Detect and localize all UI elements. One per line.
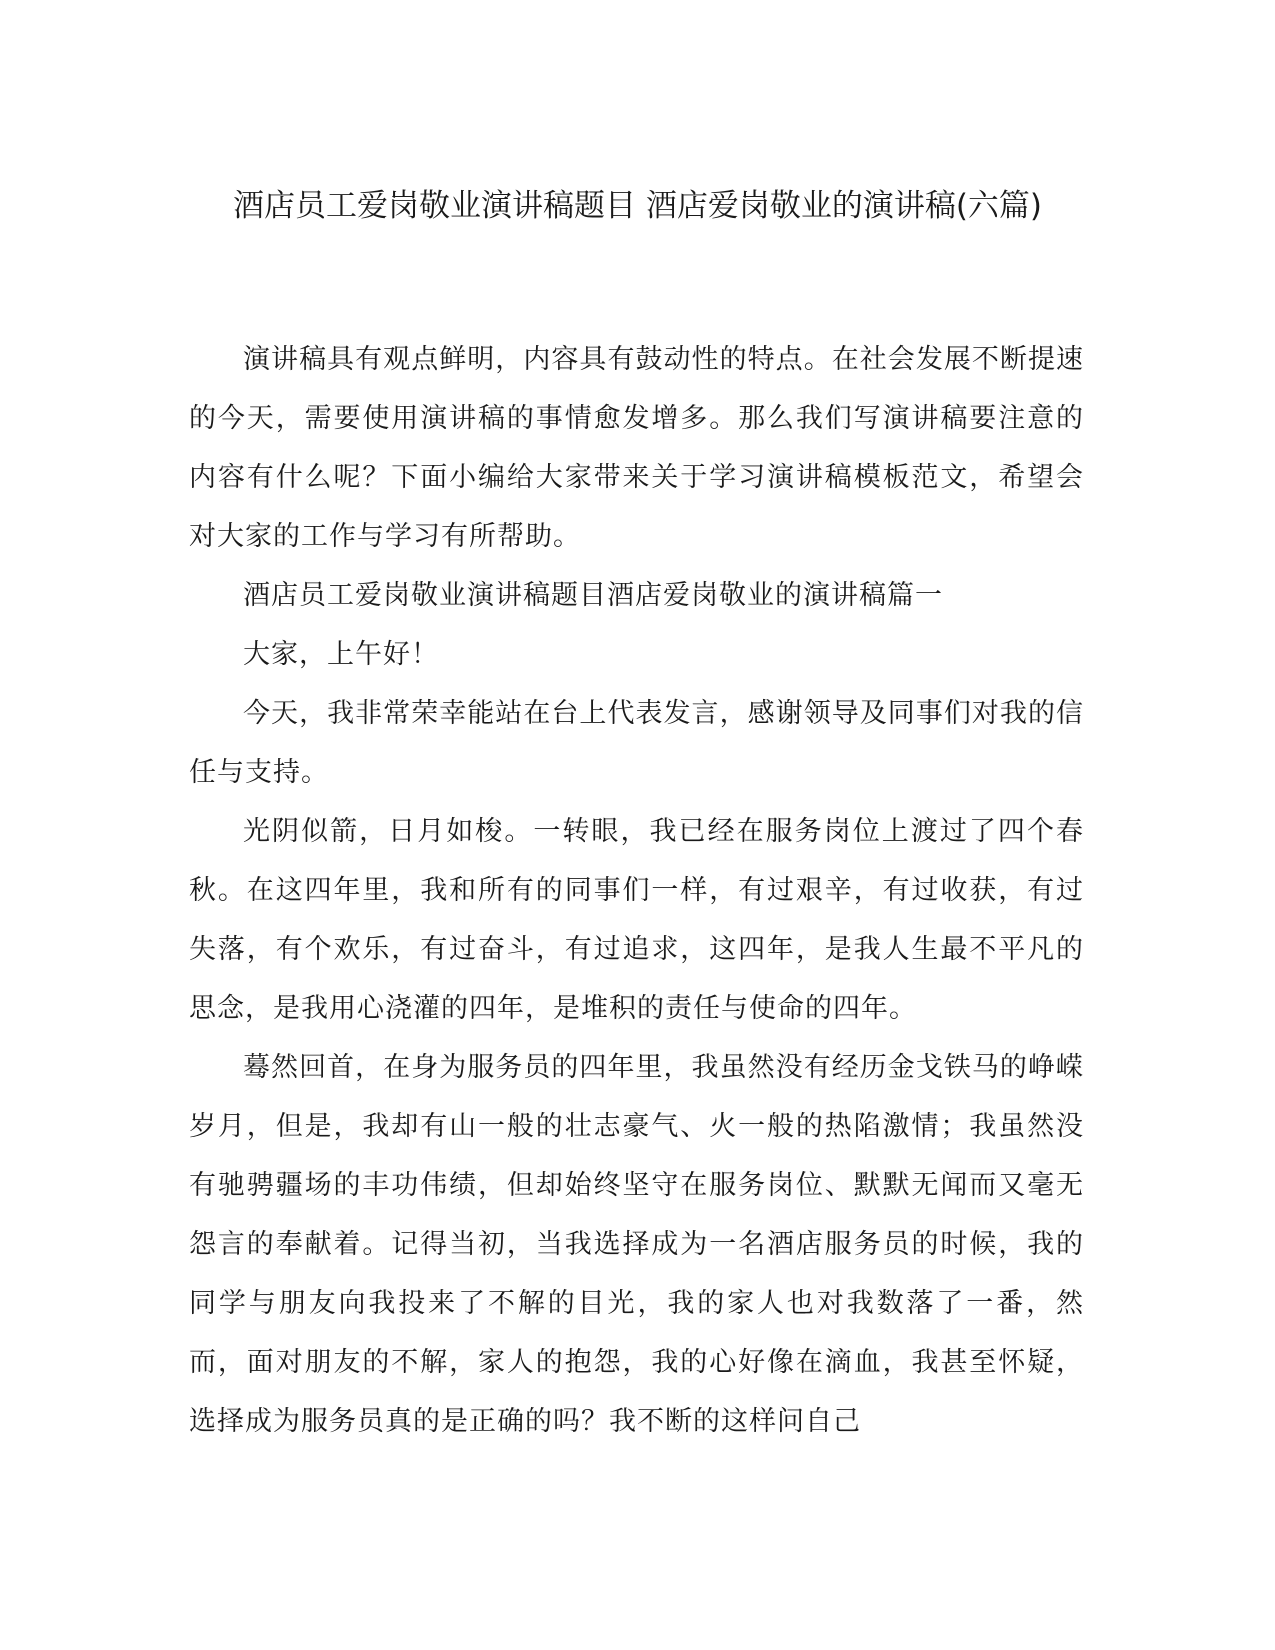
section-heading: 酒店员工爱岗敬业演讲稿题目酒店爱岗敬业的演讲稿篇一 xyxy=(243,580,943,611)
body-paragraph: 今天，我非常荣幸能站在台上代表发言，感谢领导及同事们对我的信任与支持。 xyxy=(189,698,1084,788)
greeting-paragraph: 大家，上午好！ xyxy=(243,639,439,670)
body-paragraph: 蓦然回首，在身为服务员的四年里，我虽然没有经历金戈铁马的峥嵘岁月，但是，我却有山一般的壮志豪气、火一般的热陷激情；我虽然没有驰骋疆场的丰功伟绩，但却始终坚守在服务岗位、默默无闻而又毫无怨言的奉献着。记得当初，当我选择成为一名酒店服务员的时候，我的同学与朋友向我投来了不解的目光，我的家人也对我数落了一番，然而，面对朋友的不解，家人的抱怨，我的心好像在滴血，我甚至怀疑，选择成为服务员真的是正确的吗？我不断的这样问自己 xyxy=(189,1052,1084,1437)
document-title: 酒店员工爱岗敬业演讲稿题目 酒店爱岗敬业的演讲稿(六篇) xyxy=(232,188,1043,224)
document-body xyxy=(189,330,1084,1451)
body-paragraph: 光阴似箭，日月如梭。一转眼，我已经在服务岗位上渡过了四个春秋。在这四年里，我和所有的同事们一样，有过艰辛，有过收获，有过失落，有个欢乐，有过奋斗，有过追求，这四年，是我人生最不平凡的思念，是我用心浇灌的四年，是堆积的责任与使命的四年。 xyxy=(189,816,1084,1024)
intro-paragraph: 演讲稿具有观点鲜明，内容具有鼓动性的特点。在社会发展不断提速的今天，需要使用演讲稿的事情愈发增多。那么我们写演讲稿要注意的内容有什么呢？下面小编给大家带来关于学习演讲稿模板范文，希望会对大家的工作与学习有所帮助。 xyxy=(189,344,1084,552)
